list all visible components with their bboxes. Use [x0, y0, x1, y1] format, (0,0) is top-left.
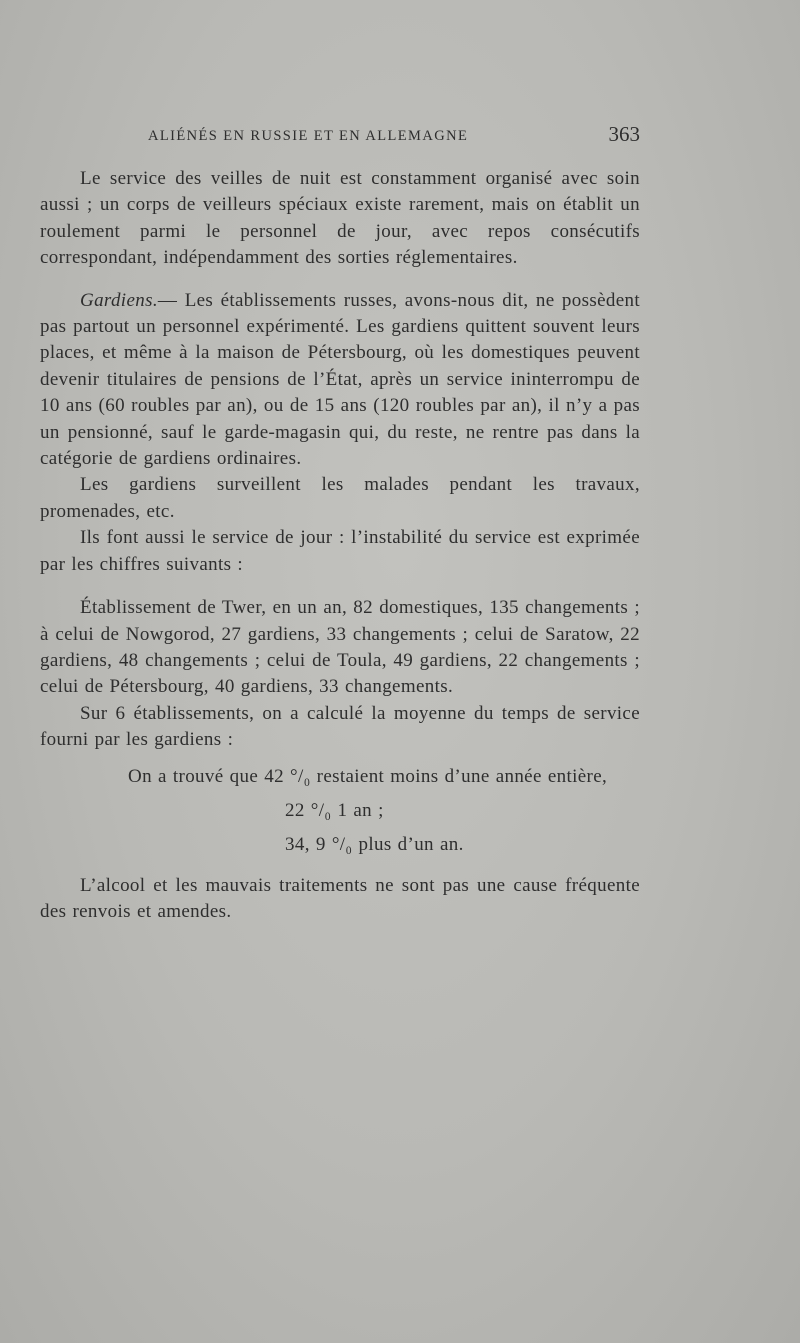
section-label-gardiens: Gardiens.	[80, 289, 158, 311]
running-title: ALIÉNÉS EN RUSSIE ET EN ALLEMAGNE	[148, 128, 469, 144]
paragraph-surveillance: Les gardiens surveillent les malades pendant les travaux, promenades, etc.	[40, 474, 640, 522]
paragraph-average: Sur 6 établissements, on a calculé la moyenne du temps de service fourni par les gardiens :	[40, 702, 640, 751]
page-header	[40, 120, 640, 154]
stat-line-22: 22 °/₀ 1 an ;	[285, 799, 384, 821]
page-number: 363	[608, 122, 640, 146]
paragraph-establishments: Établissement de Twer, en un an, 82 domestiques, 135 changements ; à celui de Nowgorod, 27 gardiens, 33 changements ; celui de Saratow, 22 gardiens, 48 changements ; celui de Toula, 49 gardiens, 22 changements ; celui de Pétersbourg, 40 gardiens, 33 changements.	[40, 597, 640, 698]
paragraph-gardiens	[40, 288, 640, 473]
body-text	[40, 166, 640, 926]
paragraph-instability: Ils font aussi le service de jour : l’instabilité du service est exprimée par les chiffres suivants :	[40, 527, 640, 575]
stat-line-34: 34, 9 °/₀ plus d’un an.	[285, 834, 464, 856]
paragraph-night-service: Le service des veilles de nuit est constamment organisé avec soin aussi ; un corps de veilleurs spéciaux existe rarement, mais on établit un roulement parmi le personnel de jour, avec repos consécutifs correspondant, indépendamment des sorties réglementaires.	[40, 168, 640, 269]
stat-line-42: On a trouvé que 42 °/₀ restaient moins d’une année entière,	[128, 765, 608, 787]
paragraph-gardiens-text: — Les établissements russes, avons-nous dit, ne possèdent pas partout un personnel expérimenté. Les gardiens quittent souvent leurs places, et même à la maison de Pétersbourg, où les domestiques peuvent devenir titulaires de pensions de l’État, après un service ininterrompu de 10 ans (60 roubles par an), ou de 15 ans (120 roubles par an), il n’y a pas un pensionné, sauf le garde-magasin qui, du reste, ne rentre pas dans la catégorie de gardiens ordinaires.	[40, 289, 640, 470]
paragraph-alcohol: L’alcool et les mauvais traitements ne sont pas une cause fréquente des renvois et amendes.	[40, 874, 640, 923]
